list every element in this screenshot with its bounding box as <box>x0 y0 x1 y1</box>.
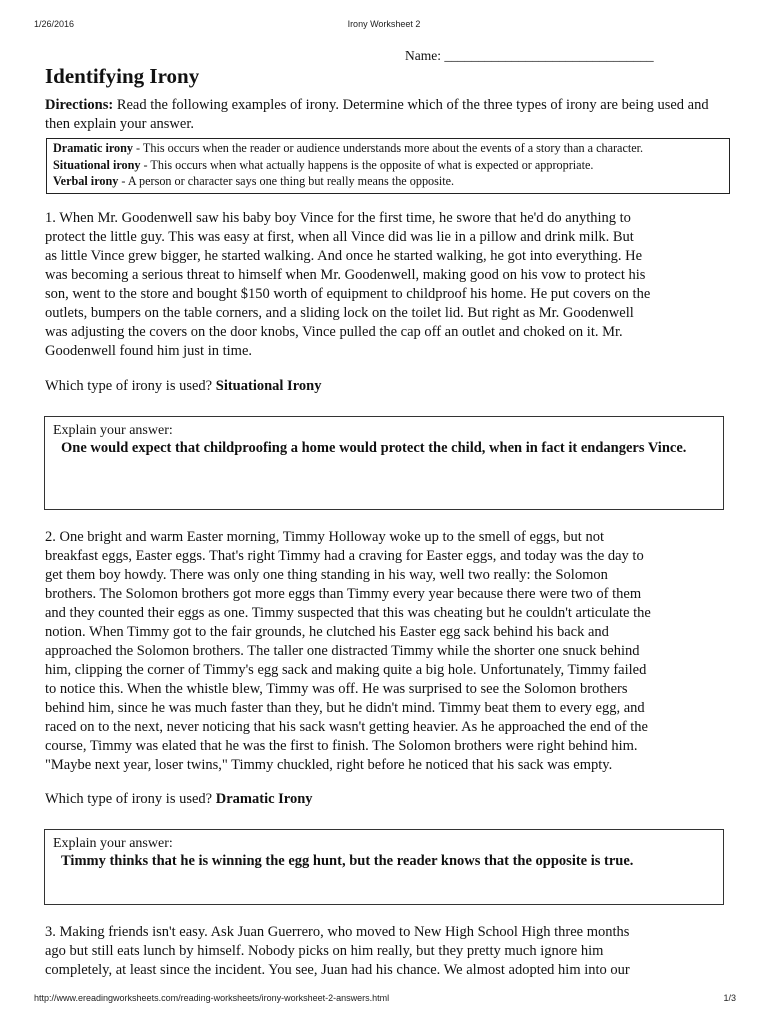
explanation-text: Timmy thinks that he is winning the egg hunt, but the reader knows that the opposite is true. <box>61 853 634 869</box>
passage-line: ago but still eats lunch by himself. Nobody picks on him really, but they pretty much ignore him <box>45 943 604 959</box>
passage-line: approached the Solomon brothers. The taller one distracted Timmy while the shorter one snuck behind <box>45 643 640 659</box>
name-field-line: Name: _______________________________ <box>405 48 654 63</box>
passage-line: 1. When Mr. Goodenwell saw his baby boy Vince for the first time, he swore that he'd do anything to <box>45 210 631 226</box>
question-prompt: Which type of irony is used? <box>45 378 216 394</box>
directions-text: Read the following examples of irony. Determine which of the three types of irony are being used and then explain your answer. <box>45 97 709 132</box>
passage-line: outlets, bumpers on the table corners, and a sliding lock on the toilet lid. But right as Mr. Goodenwell <box>45 305 634 321</box>
term-dramatic: Dramatic irony <box>53 141 133 155</box>
passage-line: "Maybe next year, loser twins," Timmy chuckled, right before he noticed that his sack was empty. <box>45 757 613 773</box>
explain-label: Explain your answer: <box>53 836 173 851</box>
definition-text: - This occurs when the reader or audience understands more about the events of a story than a character. <box>133 141 644 155</box>
passage-line: 3. Making friends isn't easy. Ask Juan Guerrero, who moved to New High School High three months <box>45 924 630 940</box>
passage-line: son, went to the store and bought $150 worth of equipment to childproof his home. He put covers on the <box>45 286 651 302</box>
passage-line: brothers. The Solomon brothers got more eggs than Timmy every year because there were two of them <box>45 586 642 602</box>
directions <box>45 96 735 134</box>
term-verbal: Verbal irony <box>53 174 119 188</box>
print-date: 1/26/2016 <box>34 19 75 29</box>
passage-line: behind him, since he was much faster than they, but he didn't mind. Timmy beat them to every egg, and <box>45 700 645 716</box>
passage-line: to notice this. When the whistle blew, Timmy was off. He was surprised to see the Solomon brothers <box>45 681 628 697</box>
passage-line: 2. One bright and warm Easter morning, Timmy Holloway woke up to the smell of eggs, but not <box>45 529 604 545</box>
directions-label: Directions: <box>45 97 114 113</box>
passage-line: was adjusting the covers on the door knobs, Vince pulled the cap off an outlet and choked on it. Mr. <box>45 324 623 340</box>
definition-dramatic <box>53 140 723 157</box>
explain-box-2 <box>44 829 724 905</box>
passage-line: completely, at least since the incident. You see, Juan had his chance. We almost adopted him into our <box>45 962 630 978</box>
question-prompt: Which type of irony is used? <box>45 791 216 807</box>
passage-line: as little Vince grew bigger, he started walking. And once he started walking, he got into everything. He <box>45 248 643 264</box>
definition-situational <box>53 157 723 174</box>
term-situational: Situational irony <box>53 157 141 172</box>
passage-line: and they counted their eggs as one. Timmy suspected that this was cheating but he couldn't articulate the <box>45 605 651 621</box>
passage-line: notion. When Timmy got to the fair grounds, he clutched his Easter egg sack behind his back and <box>45 624 609 640</box>
explain-box-1 <box>44 416 724 510</box>
passage-3 <box>45 923 727 980</box>
passage-line: him, clipping the corner of Timmy's egg sack and making quite a big hole. Unfortunately, Timmy failed <box>45 662 647 678</box>
question-1 <box>45 378 321 395</box>
answer-type: Situational Irony <box>215 378 322 394</box>
passage-line: raced on to the next, never noticing that his sack wasn't getting heavier. As he approached the end of the <box>45 719 648 735</box>
passage-line: breakfast eggs, Easter eggs. That's right Timmy had a craving for Easter eggs, and today was the day to <box>45 548 644 564</box>
passage-line: protect the little guy. This was easy at first, when all Vince did was lie in a pillow and drink milk. But <box>45 229 634 245</box>
answer-type: Dramatic Irony <box>215 791 313 807</box>
passage-line: was becoming a serious threat to himself when Mr. Goodenwell, making good on his vow to protect his <box>45 267 646 283</box>
explanation-text: One would expect that childproofing a home would protect the child, when in fact it endangers Vince. <box>61 440 687 456</box>
question-2 <box>45 791 313 808</box>
passage-line: course, Timmy was elated that he was the first to finish. The Solomon brothers were right behind him. <box>45 738 638 754</box>
irony-definitions-box <box>46 138 730 194</box>
definition-text: - This occurs when what actually happens is the opposite of what is expected or appropriate. <box>140 157 594 172</box>
definition-verbal <box>53 173 723 190</box>
page-title: Identifying Irony <box>45 64 200 88</box>
passage-2 <box>45 528 727 775</box>
passage-line: get them boy howdy. There was only one thing standing in his way, well two really: the Solomon <box>45 567 608 583</box>
passage-line: Goodenwell found him just in time. <box>45 343 253 359</box>
page-number: 1/3 <box>723 993 736 1003</box>
print-title: Irony Worksheet 2 <box>347 19 421 29</box>
source-url: http://www.ereadingworksheets.com/reading-worksheets/irony-worksheet-2-answers.html <box>34 993 390 1003</box>
explain-label: Explain your answer: <box>53 423 173 438</box>
definition-text: - A person or character says one thing but really means the opposite. <box>118 174 455 188</box>
passage-1 <box>45 209 727 361</box>
